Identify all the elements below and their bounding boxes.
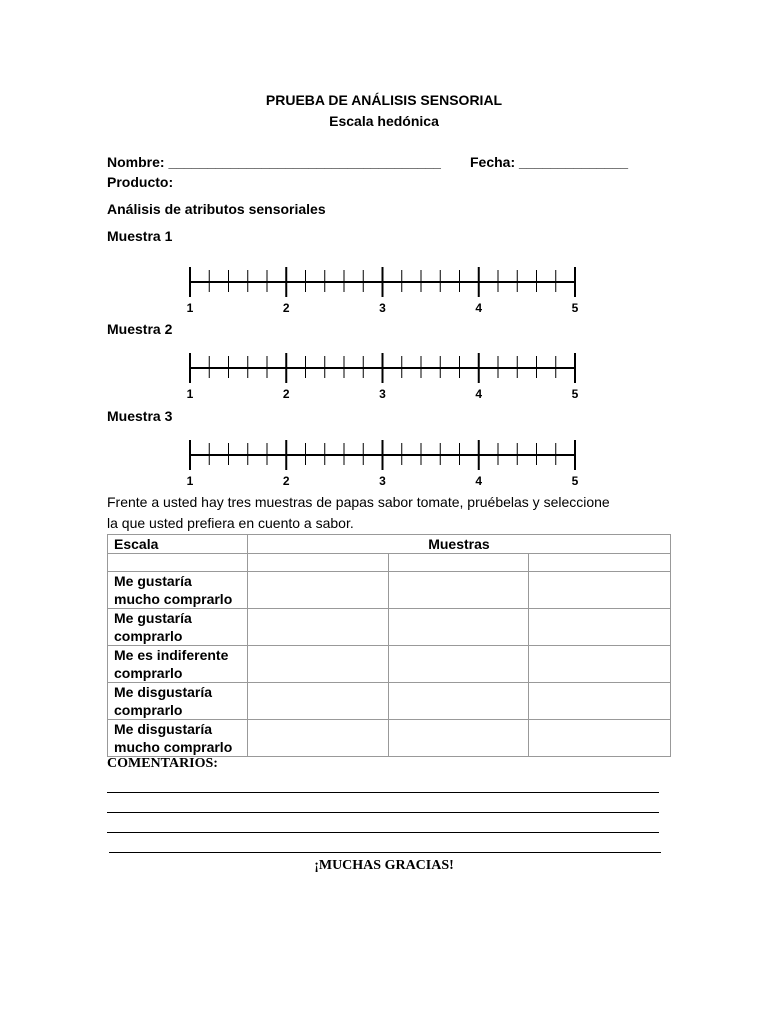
scale-tick-label: 5	[571, 387, 579, 398]
scale-tick-label: 2	[282, 387, 290, 398]
scale-option: Me disgustaría mucho comprarlo	[108, 720, 248, 757]
scale-tick-label: 1	[186, 474, 194, 485]
comment-line-1[interactable]	[107, 792, 659, 793]
table-row	[108, 720, 671, 757]
table-row	[108, 572, 671, 609]
page-title: PRUEBA DE ANÁLISIS SENSORIAL	[265, 92, 503, 108]
comment-line-4[interactable]	[109, 852, 661, 853]
instructions-line-2: la que usted prefiera en cuento a sabor.	[107, 515, 354, 531]
table-cell[interactable]	[388, 609, 529, 646]
scale-tick-label: 3	[379, 474, 386, 485]
producto-field[interactable]: Producto:	[107, 174, 174, 190]
scale-ruler[interactable]	[180, 348, 590, 398]
table-cell[interactable]	[529, 683, 671, 720]
comment-line-2[interactable]	[107, 812, 659, 813]
scale-tick-label: 1	[186, 387, 194, 398]
header-samples: Muestras	[247, 535, 670, 554]
table-cell[interactable]	[247, 683, 388, 720]
instructions-line-1: Frente a usted hay tres muestras de papas sabor tomate, pruébelas y seleccione	[107, 494, 610, 510]
scale-tick-label: 4	[475, 387, 483, 398]
sample-1-label: Muestra 1	[107, 228, 173, 244]
scale-ruler[interactable]	[180, 262, 590, 312]
scale-option: Me gustaría comprarlo	[108, 609, 248, 646]
table-cell[interactable]	[529, 609, 671, 646]
table-cell[interactable]	[529, 554, 671, 572]
table-cell[interactable]	[247, 720, 388, 757]
scale-tick-label: 4	[475, 301, 483, 312]
scale-option: Me gustaría mucho comprarlo	[108, 572, 248, 609]
scale-tick-label: 5	[571, 474, 579, 485]
table-header-row	[108, 535, 671, 554]
table-cell[interactable]	[388, 683, 529, 720]
table-row	[108, 683, 671, 720]
table-cell[interactable]	[529, 720, 671, 757]
fecha-field[interactable]: Fecha: ______________	[470, 154, 629, 170]
scale-option: Me es indiferente comprarlo	[108, 646, 248, 683]
thanks-message: ¡MUCHAS GRACIAS!	[314, 858, 454, 873]
evaluation-table	[107, 534, 671, 757]
section-title: Análisis de atributos sensoriales	[107, 201, 326, 217]
sample-3-label: Muestra 3	[107, 408, 173, 424]
scale-tick-label: 2	[282, 301, 290, 312]
scale-tick-label: 3	[379, 387, 386, 398]
table-cell[interactable]	[247, 646, 388, 683]
table-cell[interactable]	[388, 720, 529, 757]
nombre-field[interactable]: Nombre: ___________________________________	[107, 154, 441, 170]
table-cell	[108, 554, 248, 572]
table-cell[interactable]	[529, 572, 671, 609]
table-cell[interactable]	[247, 572, 388, 609]
sample-2-scale[interactable]	[180, 348, 590, 398]
table-row	[108, 646, 671, 683]
scale-option: Me disgustaría comprarlo	[108, 683, 248, 720]
sample-2-label: Muestra 2	[107, 321, 173, 337]
table-cell[interactable]	[388, 646, 529, 683]
table-row	[108, 609, 671, 646]
table-cell[interactable]	[247, 609, 388, 646]
scale-tick-label: 1	[186, 301, 194, 312]
scale-tick-label: 5	[571, 301, 579, 312]
page-subtitle: Escala hedónica	[329, 113, 439, 129]
comments-label: COMENTARIOS:	[107, 756, 218, 771]
table-cell[interactable]	[388, 554, 529, 572]
scale-tick-label: 3	[379, 301, 386, 312]
comment-line-3[interactable]	[107, 832, 659, 833]
sample-1-scale[interactable]	[180, 262, 590, 312]
table-cell[interactable]	[388, 572, 529, 609]
scale-tick-label: 2	[282, 474, 290, 485]
table-cell[interactable]	[247, 554, 388, 572]
scale-tick-label: 4	[475, 474, 483, 485]
header-scale: Escala	[108, 535, 248, 554]
table-cell[interactable]	[529, 646, 671, 683]
table-row	[108, 554, 671, 572]
sample-3-scale[interactable]	[180, 435, 590, 485]
scale-ruler[interactable]	[180, 435, 590, 485]
